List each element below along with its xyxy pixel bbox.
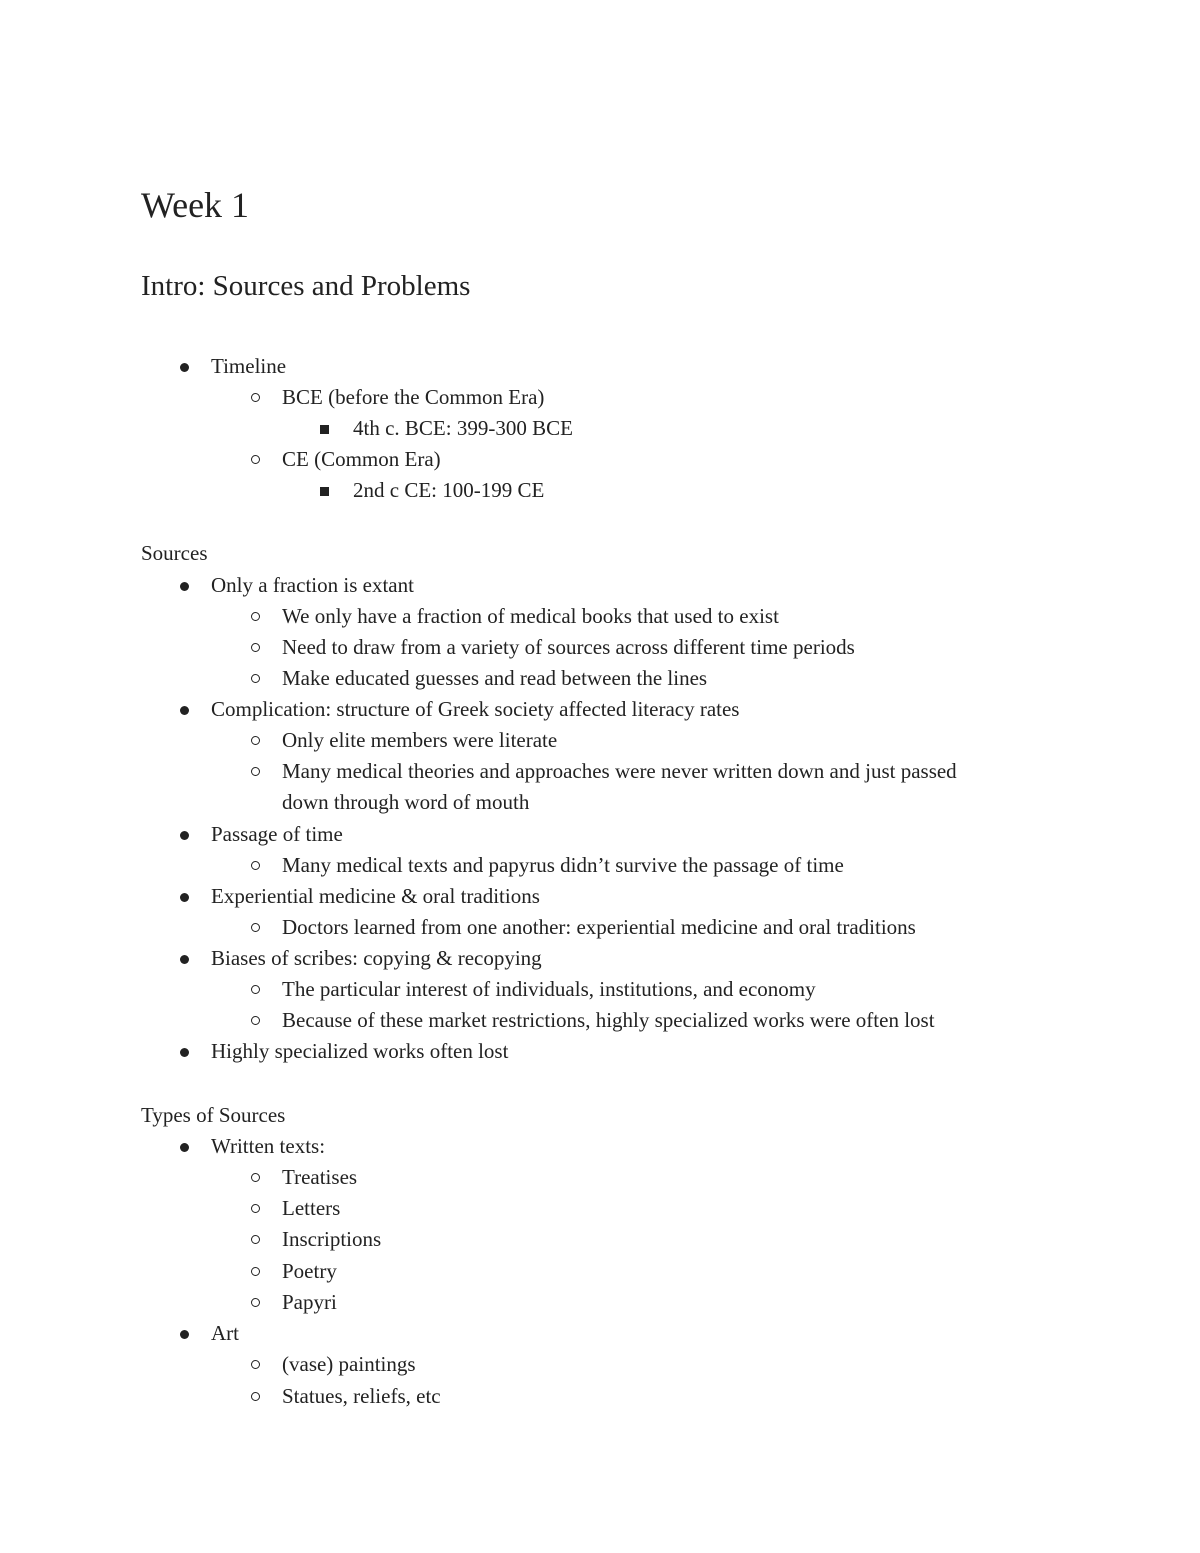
list-item-text: Experiential medicine & oral traditions <box>211 884 540 908</box>
list-item-text: 2nd c CE: 100-199 CE <box>353 478 545 502</box>
square-bullet-icon <box>320 425 329 434</box>
list-item-text: Treatises <box>282 1165 358 1189</box>
disc-bullet-icon <box>180 893 189 902</box>
list-item <box>211 570 414 601</box>
list-item-text: Complication: structure of Greek society affected literacy rates <box>211 697 740 721</box>
list-item <box>282 1381 441 1412</box>
circle-bullet-icon <box>251 985 260 994</box>
list-item-text: Written texts: <box>211 1134 326 1158</box>
list-item <box>282 382 544 413</box>
list-item <box>282 601 779 632</box>
list-item <box>282 725 557 756</box>
disc-bullet-icon <box>180 1143 189 1152</box>
disc-bullet-icon <box>180 1330 189 1339</box>
list-item-text: Art <box>211 1321 239 1345</box>
list-item <box>282 444 441 475</box>
disc-bullet-icon <box>180 955 189 964</box>
list-item-text: Doctors learned from one another: experiential medicine and oral traditions <box>282 915 916 939</box>
list-item-text: Papyri <box>282 1290 337 1314</box>
list-item-text: Need to draw from a variety of sources across different time periods <box>282 635 855 659</box>
list-item-text: Because of these market restrictions, highly specialized works were often lost <box>282 1008 935 1032</box>
circle-bullet-icon <box>251 1267 260 1276</box>
circle-bullet-icon <box>251 455 260 464</box>
list-item-text: Many medical texts and papyrus didn’t survive the passage of time <box>282 853 844 877</box>
list-item-text: Passage of time <box>211 822 343 846</box>
circle-bullet-icon <box>251 1173 260 1182</box>
list-item <box>282 1224 381 1255</box>
list-item-text: Timeline <box>211 354 287 378</box>
disc-bullet-icon <box>180 363 189 372</box>
list-item <box>211 694 739 725</box>
list-item-text: Highly specialized works often lost <box>211 1039 509 1063</box>
list-item <box>282 850 844 881</box>
circle-bullet-icon <box>251 643 260 652</box>
list-item <box>282 1193 340 1224</box>
list-item <box>211 351 286 382</box>
list-item <box>211 881 540 912</box>
types-of-sources-heading: Types of Sources <box>141 1103 286 1127</box>
list-item <box>282 632 855 663</box>
list-item-text: Letters <box>282 1196 341 1220</box>
list-item-continuation <box>282 787 529 818</box>
disc-bullet-icon <box>180 831 189 840</box>
list-item <box>211 1036 508 1067</box>
list-item <box>353 413 573 444</box>
circle-bullet-icon <box>251 1235 260 1244</box>
list-item <box>282 1005 935 1036</box>
list-item-text: BCE (before the Common Era) <box>282 385 545 409</box>
list-item-text: Only elite members were literate <box>282 728 558 752</box>
disc-bullet-icon <box>180 1048 189 1057</box>
circle-bullet-icon <box>251 393 260 402</box>
list-item-text: The particular interest of individuals, institutions, and economy <box>282 977 816 1001</box>
circle-bullet-icon <box>251 1016 260 1025</box>
list-item <box>211 819 343 850</box>
disc-bullet-icon <box>180 706 189 715</box>
list-item <box>282 1162 357 1193</box>
circle-bullet-icon <box>251 736 260 745</box>
list-item-text: down through word of mouth <box>282 790 530 814</box>
list-item-text: Inscriptions <box>282 1227 382 1251</box>
list-item-text: Make educated guesses and read between the lines <box>282 666 708 690</box>
list-item-text: Only a fraction is extant <box>211 573 414 597</box>
list-item-text: 4th c. BCE: 399-300 BCE <box>353 416 573 440</box>
list-item-text: (vase) paintings <box>282 1352 416 1376</box>
list-item-text: Many medical theories and approaches were never written down and just passed <box>282 759 957 783</box>
circle-bullet-icon <box>251 1360 260 1369</box>
list-item <box>211 943 542 974</box>
section-title: Intro: Sources and Problems <box>141 270 471 302</box>
list-item <box>211 1131 325 1162</box>
list-item <box>282 1256 337 1287</box>
page-title: Week 1 <box>141 185 250 225</box>
list-item <box>282 974 816 1005</box>
list-item <box>282 756 957 787</box>
list-item <box>282 663 707 694</box>
circle-bullet-icon <box>251 1392 260 1401</box>
list-item <box>282 912 916 943</box>
square-bullet-icon <box>320 487 329 496</box>
circle-bullet-icon <box>251 612 260 621</box>
circle-bullet-icon <box>251 1204 260 1213</box>
list-item-text: We only have a fraction of medical books that used to exist <box>282 604 779 628</box>
list-item <box>282 1349 416 1380</box>
sources-heading: Sources <box>141 541 208 565</box>
disc-bullet-icon <box>180 582 189 591</box>
list-item <box>353 475 544 506</box>
circle-bullet-icon <box>251 1298 260 1307</box>
list-item-text: Poetry <box>282 1259 337 1283</box>
list-item-text: CE (Common Era) <box>282 447 441 471</box>
circle-bullet-icon <box>251 923 260 932</box>
list-item <box>282 1287 337 1318</box>
list-item-text: Statues, reliefs, etc <box>282 1384 441 1408</box>
circle-bullet-icon <box>251 861 260 870</box>
circle-bullet-icon <box>251 767 260 776</box>
list-item <box>211 1318 239 1349</box>
circle-bullet-icon <box>251 674 260 683</box>
list-item-text: Biases of scribes: copying & recopying <box>211 946 542 970</box>
